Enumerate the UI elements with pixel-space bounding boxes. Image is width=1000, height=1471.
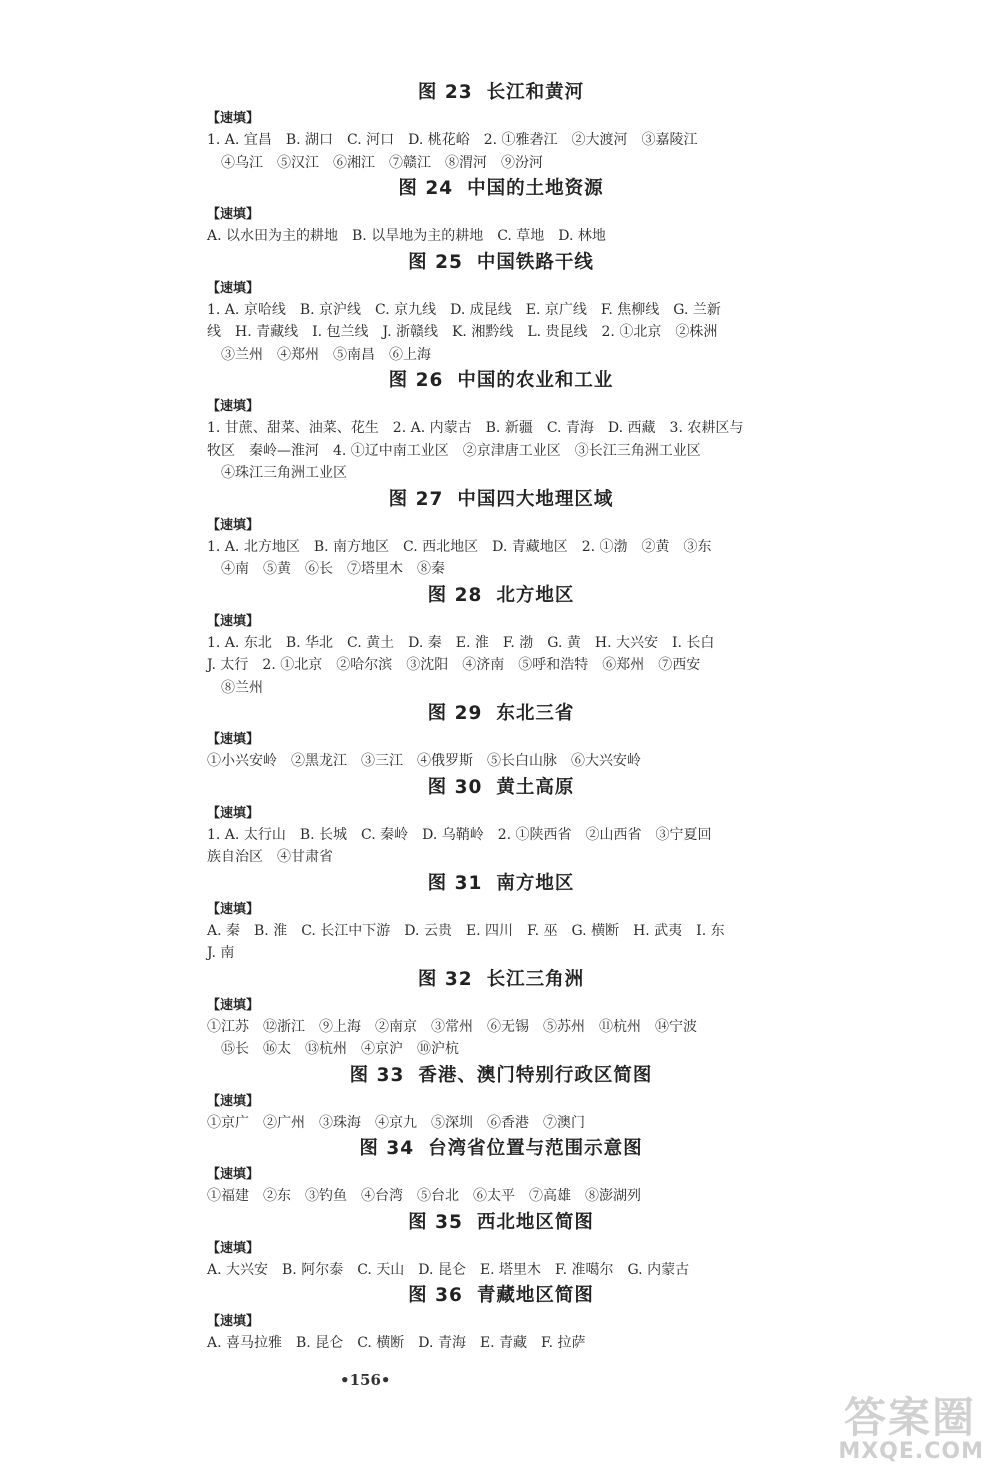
answer-section <box>207 871 795 965</box>
answer-line: A. 秦 B. 淮 C. 长江中下游 D. 云贵 E. 四川 F. 巫 G. 横断 H. 武夷 I. 东 <box>207 922 725 939</box>
answer-section <box>207 80 795 174</box>
section-title <box>207 176 795 202</box>
answer-section <box>207 487 795 581</box>
answer-section <box>207 1063 795 1135</box>
figure-number: 图 35 <box>408 1211 463 1233</box>
answer-text <box>207 1259 795 1282</box>
figure-number: 图 30 <box>427 776 483 798</box>
quick-fill-tag: 【速填】 <box>207 1240 260 1256</box>
figure-title: 黄土高原 <box>496 776 575 798</box>
figure-title: 长江三角洲 <box>486 968 585 990</box>
figure-number: 图 29 <box>427 703 483 724</box>
section-title <box>207 775 795 801</box>
quick-fill-tag: 【速填】 <box>207 280 260 296</box>
answer-page <box>207 80 795 1357</box>
figure-title: 中国的农业和工业 <box>457 370 614 391</box>
section-title <box>207 1136 795 1162</box>
section-title <box>207 871 795 897</box>
quick-fill-tag: 【速填】 <box>207 1093 260 1109</box>
answer-line: ③兰州 ④郑州 ⑤南昌 ⑥上海 <box>221 346 431 363</box>
quick-fill-tag: 【速填】 <box>207 517 260 533</box>
section-title <box>207 1283 795 1309</box>
figure-title: 香港、澳门特别行政区简图 <box>418 1064 653 1086</box>
quick-fill-tag: 【速填】 <box>207 207 260 222</box>
answer-section <box>207 583 795 700</box>
quick-fill-tag: 【速填】 <box>207 805 260 821</box>
answer-line: ④乌江 ⑤汉江 ⑥湘江 ⑦赣江 ⑧渭河 ⑨汾河 <box>221 154 543 171</box>
section-title <box>207 368 795 394</box>
figure-number: 图 26 <box>388 370 444 391</box>
answer-line: ①福建 ②东 ③钓鱼 ④台湾 ⑤台北 ⑥太平 ⑦高雄 ⑧澎湖列 <box>207 1188 641 1204</box>
page-number: •156• <box>340 1371 391 1389</box>
quick-fill-tag: 【速填】 <box>207 901 260 917</box>
figure-title: 青藏地区简图 <box>476 1285 594 1306</box>
answer-section <box>207 701 795 773</box>
answer-text <box>207 1185 795 1208</box>
answer-line: ⑮长 ⑯太 ⑬杭州 ④京沪 ⑩沪杭 <box>221 1041 459 1057</box>
figure-number: 图 23 <box>417 82 473 103</box>
answer-line: 族自治区 ④甘肃省 <box>207 849 333 865</box>
quick-fill-tag: 【速填】 <box>207 111 260 126</box>
figure-number: 图 25 <box>408 251 463 273</box>
answer-section <box>207 1136 795 1208</box>
figure-number: 图 36 <box>408 1285 463 1306</box>
figure-number: 图 28 <box>427 584 483 606</box>
answer-text <box>207 1112 795 1135</box>
answer-section <box>207 250 795 367</box>
section-title <box>207 80 795 106</box>
answer-section <box>207 368 795 485</box>
quick-fill-tag: 【速填】 <box>207 1167 260 1182</box>
section-title <box>207 583 795 609</box>
figure-title: 台湾省位置与范围示意图 <box>428 1138 643 1159</box>
answer-line: 牧区 秦岭—淮河 4. ①辽中南工业区 ②京津唐工业区 ③长江三角洲工业区 <box>207 442 701 459</box>
answer-line: 1. A. 太行山 B. 长城 C. 秦岭 D. 乌鞘岭 2. ①陕西省 ②山西省 ③宁夏回 <box>207 826 712 843</box>
answer-line: ④珠江三角洲工业区 <box>221 465 347 481</box>
figure-number: 图 31 <box>427 872 483 894</box>
quick-fill-tag: 【速填】 <box>207 732 260 747</box>
answer-line: ①京广 ②广州 ③珠海 ④京九 ⑤深圳 ⑥香港 ⑦澳门 <box>207 1114 585 1131</box>
figure-number: 图 34 <box>359 1138 415 1159</box>
figure-number: 图 27 <box>388 488 444 510</box>
answer-text <box>207 299 795 367</box>
answer-line: 1. 甘蔗、甜菜、油菜、花生 2. A. 内蒙古 B. 新疆 C. 青海 D. 西藏 3. 农耕区与 <box>207 420 744 436</box>
figure-title: 中国的土地资源 <box>467 178 604 199</box>
answer-line: J. 南 <box>207 945 235 961</box>
answer-section <box>207 176 795 248</box>
answer-section <box>207 1283 795 1355</box>
answer-section <box>207 775 795 869</box>
watermark-logo <box>770 1385 990 1465</box>
answer-line: ④南 ⑤黄 ⑥长 ⑦塔里木 ⑧秦 <box>221 561 445 577</box>
answer-text <box>207 225 795 248</box>
answer-line: ⑧兰州 <box>221 679 263 696</box>
answer-text <box>207 632 795 700</box>
answer-text <box>207 1016 795 1061</box>
section-title <box>207 1210 795 1236</box>
figure-title: 北方地区 <box>496 584 575 606</box>
answer-section <box>207 967 795 1061</box>
watermark-text-top: 答案圈 <box>843 1393 976 1442</box>
answer-line: ①小兴安岭 ②黑龙江 ③三江 ④俄罗斯 ⑤长白山脉 ⑥大兴安岭 <box>207 753 641 769</box>
answer-text <box>207 824 795 869</box>
answer-line: A. 喜马拉雅 B. 昆仑 C. 横断 D. 青海 E. 青藏 F. 拉萨 <box>207 1335 586 1351</box>
figure-title: 东北三省 <box>496 703 575 724</box>
answer-line: A. 大兴安 B. 阿尔泰 C. 天山 D. 昆仑 E. 塔里木 F. 准噶尔 G. 内蒙古 <box>207 1261 690 1278</box>
answer-section <box>207 1210 795 1282</box>
quick-fill-tag: 【速填】 <box>207 613 260 629</box>
answer-line: A. 以水田为主的耕地 B. 以旱地为主的耕地 C. 草地 D. 林地 <box>207 228 606 244</box>
section-title <box>207 701 795 727</box>
section-title <box>207 487 795 513</box>
watermark-text-bottom: MXQE.COM <box>838 1439 984 1464</box>
answer-line: 1. A. 京哈线 B. 京沪线 C. 京九线 D. 成昆线 E. 京广线 F. 焦柳线 G. 兰新 <box>207 301 721 318</box>
figure-title: 南方地区 <box>496 872 575 894</box>
section-title <box>207 1063 795 1089</box>
figure-number: 图 32 <box>417 968 473 990</box>
answer-line: 1. A. 宜昌 B. 湖口 C. 河口 D. 桃花峪 2. ①雅砻江 ②大渡河 ③嘉陵江 <box>207 132 698 148</box>
quick-fill-tag: 【速填】 <box>207 1314 260 1329</box>
figure-title: 长江和黄河 <box>486 82 585 103</box>
answer-line: J. 太行 2. ①北京 ②哈尔滨 ③沈阳 ④济南 ⑤呼和浩特 ⑥郑州 ⑦西安 <box>207 657 701 673</box>
answer-text <box>207 920 795 965</box>
figure-title: 中国铁路干线 <box>476 251 594 273</box>
answer-text <box>207 129 795 174</box>
answer-text <box>207 536 795 581</box>
figure-title: 中国四大地理区域 <box>457 488 614 510</box>
quick-fill-tag: 【速填】 <box>207 997 260 1013</box>
answer-line: ①江苏 ⑫浙江 ⑨上海 ②南京 ③常州 ⑥无锡 ⑤苏州 ⑪杭州 ⑭宁波 <box>207 1018 697 1035</box>
section-title <box>207 967 795 993</box>
answer-text <box>207 417 795 485</box>
answer-line: 1. A. 东北 B. 华北 C. 黄土 D. 秦 E. 淮 F. 渤 G. 黄 H. 大兴安 I. 长白 <box>207 634 715 651</box>
answer-text <box>207 1332 795 1355</box>
figure-number: 图 33 <box>349 1064 405 1086</box>
quick-fill-tag: 【速填】 <box>207 399 260 414</box>
answer-text <box>207 750 795 773</box>
figure-number: 图 24 <box>398 178 454 199</box>
figure-title: 西北地区简图 <box>476 1211 594 1233</box>
answer-line: 1. A. 北方地区 B. 南方地区 C. 西北地区 D. 青藏地区 2. ①渤 ②黄 ③东 <box>207 538 712 555</box>
answer-line: 线 H. 青藏线 I. 包兰线 J. 浙赣线 K. 湘黔线 L. 贵昆线 2. ①北京 ②株洲 <box>207 324 718 340</box>
section-title <box>207 250 795 276</box>
